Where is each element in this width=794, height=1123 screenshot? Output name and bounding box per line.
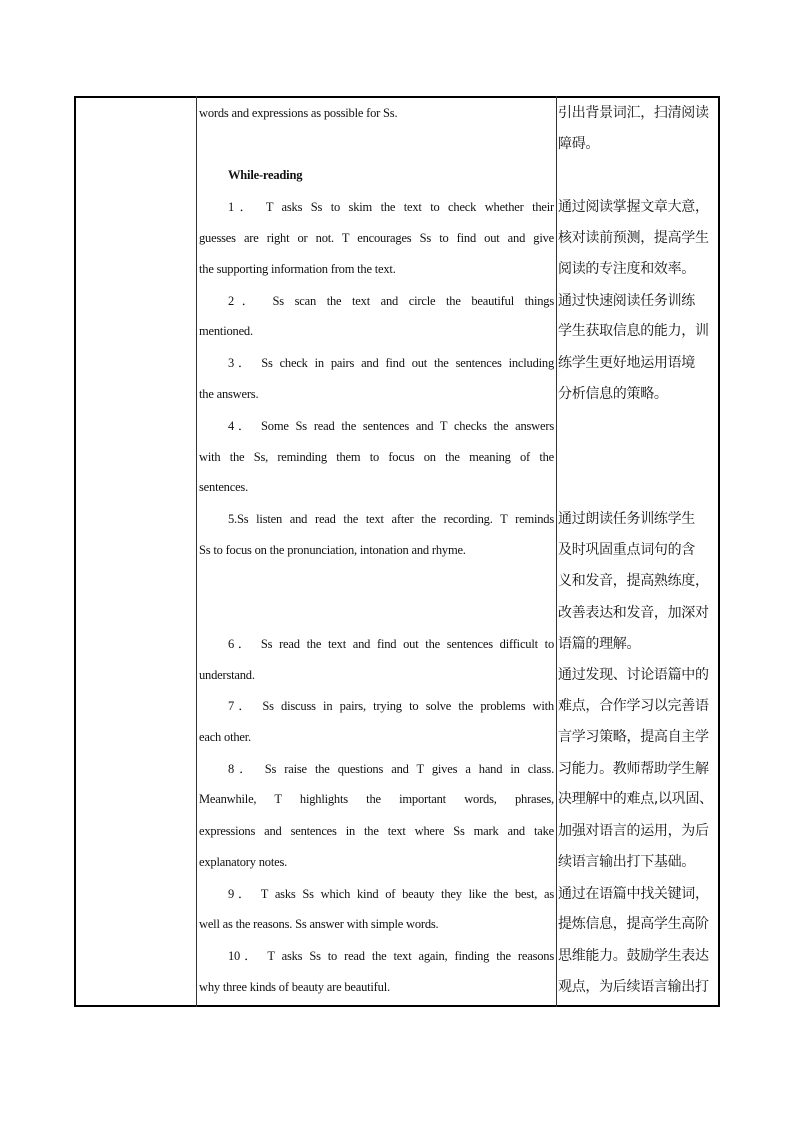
intent-line: 通过在语篇中找关键词， bbox=[558, 886, 709, 902]
intent-line: 续语言输出打下基础。 bbox=[558, 854, 695, 870]
procedure-line: why three kinds of beauty are beautiful. bbox=[199, 980, 390, 994]
intent-line: 改善表达和发音，加深对 bbox=[558, 605, 709, 621]
procedure-line: understand. bbox=[199, 668, 255, 682]
procedure-line: 4． Some Ss read the sentences and T checks the answers bbox=[228, 419, 554, 433]
intent-line: 核对读前预测，提高学生 bbox=[558, 230, 709, 246]
procedure-line: 5.Ss listen and read the text after the recording. T reminds bbox=[228, 512, 554, 526]
intent-line: 思维能力。鼓励学生表达 bbox=[558, 948, 709, 964]
intent-line: 通过发现、讨论语篇中的 bbox=[558, 667, 709, 683]
procedure-line: 10． T asks Ss to read the text again, finding the reasons bbox=[228, 949, 554, 963]
intent-line: 加强对语言的运用，为后 bbox=[558, 823, 709, 839]
intent-line: 语篇的理解。 bbox=[558, 636, 641, 652]
procedure-line: well as the reasons. Ss answer with simple words. bbox=[199, 917, 439, 931]
intent-line: 引出背景词汇，扫清阅读 bbox=[558, 105, 709, 121]
intent-line: 阅读的专注度和效率。 bbox=[558, 261, 695, 277]
intent-line: 观点，为后续语言输出打 bbox=[558, 979, 709, 995]
intent-line: 难点，合作学习以完善语 bbox=[558, 698, 709, 714]
procedure-line: the answers. bbox=[199, 387, 259, 401]
intent-line: 义和发音，提高熟练度， bbox=[558, 573, 709, 589]
intent-line: 学生获取信息的能力，训 bbox=[558, 323, 709, 339]
procedure-line: 8． Ss raise the questions and T gives a hand in class. bbox=[228, 762, 554, 776]
intent-line: 通过阅读掌握文章大意， bbox=[558, 199, 709, 215]
table-bottom-border bbox=[74, 1005, 720, 1007]
intent-line: 通过快速阅读任务训练 bbox=[558, 293, 695, 309]
procedure-line: each other. bbox=[199, 730, 251, 744]
procedure-line: 1． T asks Ss to skim the text to check whether their bbox=[228, 200, 554, 214]
intent-line: 障碍。 bbox=[558, 136, 600, 152]
procedure-line: 2． Ss scan the text and circle the beautiful things bbox=[228, 294, 554, 308]
table-column-divider-2 bbox=[556, 96, 557, 1007]
procedure-line: 7． Ss discuss in pairs, trying to solve the problems with bbox=[228, 699, 554, 713]
procedure-line: mentioned. bbox=[199, 324, 253, 338]
intent-line: 及时巩固重点词句的含 bbox=[558, 542, 695, 558]
procedure-line: 9． T asks Ss which kind of beauty they like the best, as bbox=[228, 887, 554, 901]
intent-line: 习能力。教师帮助学生解 bbox=[558, 761, 709, 777]
intent-line: 练学生更好地运用语境 bbox=[558, 355, 695, 371]
intent-line: 言学习策略，提高自主学 bbox=[558, 729, 709, 745]
procedure-line: guesses are right or not. T encourages Ss to find out and give bbox=[199, 231, 554, 245]
procedure-line: 3． Ss check in pairs and find out the sentences including bbox=[228, 356, 554, 370]
table-right-border bbox=[718, 96, 720, 1007]
intent-line: 分析信息的策略。 bbox=[558, 386, 668, 402]
procedure-line: Meanwhile, T highlights the important words, phrases, bbox=[199, 792, 554, 806]
procedure-line: Ss to focus on the pronunciation, intonation and rhyme. bbox=[199, 543, 466, 557]
intent-line: 提炼信息，提高学生高阶 bbox=[558, 916, 709, 932]
procedure-line: words and expressions as possible for Ss. bbox=[199, 106, 398, 120]
section-heading-while-reading: While-reading bbox=[228, 168, 303, 182]
table-left-border bbox=[74, 96, 76, 1007]
intent-line: 通过朗读任务训练学生 bbox=[558, 511, 695, 527]
procedure-line: with the Ss, reminding them to focus on the meaning of the bbox=[199, 450, 554, 464]
procedure-line: expressions and sentences in the text where Ss mark and take bbox=[199, 824, 554, 838]
procedure-line: explanatory notes. bbox=[199, 855, 288, 869]
procedure-line: 6． Ss read the text and find out the sentences difficult to bbox=[228, 637, 554, 651]
procedure-line: sentences. bbox=[199, 480, 249, 494]
procedure-line: the supporting information from the text. bbox=[199, 262, 396, 276]
intent-line: 决理解中的难点,以巩固、 bbox=[558, 791, 713, 807]
table-column-divider-1 bbox=[196, 96, 197, 1007]
